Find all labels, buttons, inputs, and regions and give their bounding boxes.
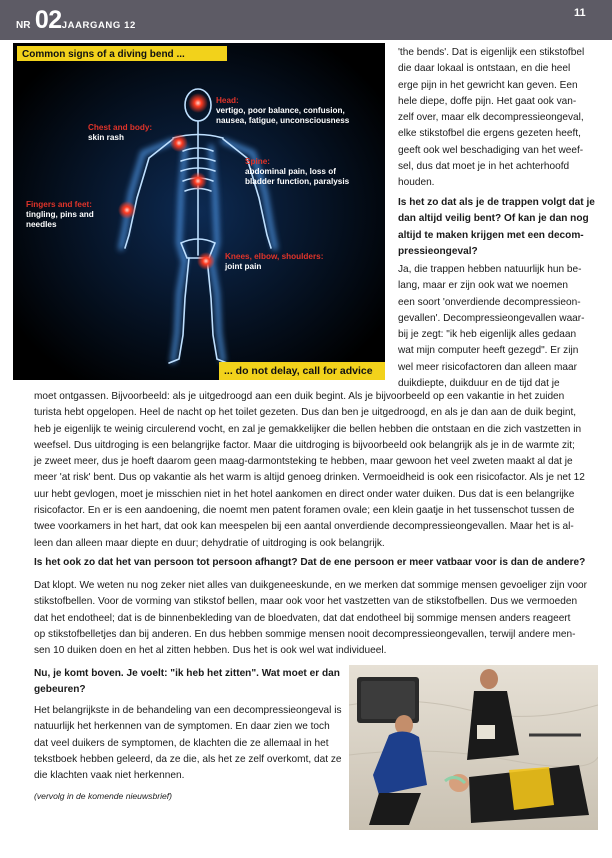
label-fingers-title: Fingers and feet:: [26, 200, 92, 209]
divers-rescue-photo: [349, 665, 598, 830]
text-line: gevallen'. Decompressieongevallen waar-: [398, 312, 585, 324]
text-line: sen 10 duiken doen en het al zitten hebben. Dus het is ook wel wat individueel.: [34, 645, 387, 657]
label-chest-title: Chest and body:: [88, 123, 153, 132]
diver-right-head: [480, 669, 498, 689]
text-line: 'the bends'. Dat is eigenlijk een stikstofbel: [398, 47, 585, 58]
issue-nr-label: NR: [16, 20, 31, 31]
paragraph-treatment: [34, 703, 342, 784]
text-line: je zweet meer, dus je hoeft daarom geen maag-darmontsteking te hebben, maar gewoon het veel zweten maakt al dat je: [34, 456, 573, 468]
text-line: meer 'at risk' bent. Dus op vakantie als het warm is altijd genoeg drinken. Vermoeidheid is ook een risicofactor. Als je net 12: [34, 472, 585, 484]
text-line: houden.: [398, 177, 435, 189]
banner-top-text: Common signs of a diving bend ...: [22, 49, 185, 60]
text-line: lang, maar er zijn ook wat we noemen: [398, 280, 568, 292]
text-line: leen dan alleen maar diepte en duur; dehydratie of uitdroging is ook belangrijk.: [34, 537, 385, 549]
text-line: Nu, je komt boven. Je voelt: "ik heb het zitten". Wat moet er dan: [34, 668, 340, 679]
text-line: elke stikstofbel die ergens gezeten heeft,: [398, 128, 581, 140]
label-knees-title: Knees, elbow, shoulders:: [225, 252, 324, 261]
paragraph-endothelium: [34, 578, 594, 659]
question-stairs: [398, 195, 595, 260]
text-line: stikstofbellen. Voor de vorming van stikstof bellen, maar ook voor het vastzetten van de stikstofbellen. Dus we vermoeden: [34, 596, 578, 608]
question-surface: [34, 666, 340, 699]
text-line: zelf over, maar elk decompressieongeval,: [398, 112, 584, 124]
text-line: dat het endotheel; dat is de binnenbekleding van de bloedvaten, dat dat endotheel bij sommige mensen anders reageert: [34, 612, 571, 624]
text-line: Is het zo dat als je de trappen volgt dat je: [398, 197, 595, 208]
banner-bottom-text: ... do not delay, call for advice: [224, 365, 373, 377]
paragraph-bends: [398, 45, 584, 192]
text-line: dat veel duikers de symptomen, de klachten die ze allemaal in het: [34, 737, 329, 749]
text-line: pressieongeval?: [398, 245, 478, 257]
text-line: op stikstofbelletjes dan bij anderen. En dus hebben sommige mensen nooit decompressieongevallen, terwijl andere men-: [34, 628, 576, 640]
text-line: weefsel. Dus uitdroging is een belangrijke factor. Maar die uitdroging is bijvoorbeeld ook belangrijk als je in de warmte zit;: [34, 439, 575, 451]
page-header: [0, 0, 612, 40]
text-line: uur hebt gevlogen, moet je misschien niet in het hotel aankomen en direct onder water duiken. Dus dat is een belangrijke: [34, 488, 575, 500]
label-fingers-line: needles: [26, 220, 57, 229]
continued-note: (vervolg in de komende nieuwsbrief): [34, 791, 173, 801]
label-spine-line: bladder function, paralysis: [245, 177, 350, 186]
label-head-line: vertigo, poor balance, confusion,: [216, 106, 345, 115]
label-fingers-line: tingling, pins and: [26, 210, 94, 219]
volume-label: JAARGANG 12: [61, 20, 136, 31]
label-chest-line: skin rash: [88, 133, 124, 142]
label-spine-line: abdominal pain, loss of: [245, 167, 336, 176]
issue-number: 02: [34, 6, 62, 34]
text-line: geeft ook wel beschadiging van het weef-: [398, 144, 584, 156]
question-individual: [34, 555, 585, 571]
text-line: sel, dus dat moet je in het achterhoofd: [398, 161, 570, 173]
text-line: wel meer risicofactoren dan alleen maar: [398, 361, 577, 373]
text-line: moet ontgassen. Bijvoorbeeld: als je uitgedroogd aan een duik begint. Als je bijvoorbeeld op een vakantie in het zuiden: [34, 391, 565, 402]
text-line: gebeuren?: [34, 684, 86, 696]
paragraph-risk: [398, 262, 585, 392]
issue-label: [16, 6, 136, 35]
text-line: Het belangrijkste in de behandeling van een decompressieongeval is: [34, 705, 342, 716]
text-line: die daar lokaal is ontstaan, en die heel: [398, 63, 571, 75]
text-line: Is het ook zo dat het van persoon tot persoon afhangt? Dat de ene persoon er meer vatbaar voor is dan de andere?: [34, 557, 586, 568]
text-line: tekstboek hebben geleerd, da ze die, als het ze zelf overkomt, dat ze: [34, 753, 342, 765]
text-line: heb je eigenlijk te weinig circulerend vocht, en zal je gemakkelijker die bellen hebben die ontstaan en die zich vastzetten in: [34, 423, 582, 435]
label-head-line: nausea, fatigue, unconsciousness: [216, 116, 350, 125]
text-line: een soort 'onverdiende decompressieon-: [398, 296, 581, 308]
text-line: dan altijd veilig bent? Of kan je dan nog: [398, 213, 589, 225]
page-number: 11: [574, 7, 586, 19]
label-spine-title: Spine:: [245, 157, 271, 166]
text-line: twee voorkamers in het hart, dat ook kan meespelen bij een aantal onverdiende decompressieongevallen. Maar het is al-: [34, 521, 574, 533]
text-line: die klachten vaak niet herkennen.: [34, 770, 185, 782]
diving-bend-infographic: [13, 43, 385, 380]
text-line: duikdiepte, duikduur en de tijd dat je: [398, 378, 560, 390]
text-line: natuurlijk het herkennen van de symptomen. En daar zien we toch: [34, 721, 330, 733]
text-line: wat mijn computer heeft gezegd". Er zijn: [398, 345, 579, 357]
label-knees-line: joint pain: [225, 262, 262, 271]
text-line: bij je zegt: "ik heb eigenlijk alles gedaan: [398, 329, 577, 341]
label-head-title: Head:: [216, 96, 239, 105]
text-line: Dat klopt. We weten nu nog zeker niet alles van duikgeneeskunde, en we merken dat sommige mensen gevoeliger zijn voor: [34, 580, 588, 591]
text-line: Ja, die trappen hebben natuurlijk hun be-: [398, 264, 582, 275]
text-line: risicofactor. En er is een aandoening, die noemt men patent foramen ovale; een klein gaatje in het tussenschot tussen de: [34, 505, 575, 517]
text-line: hele diepe, doffe pijn. Het gaat ook van-: [398, 95, 577, 107]
text-line: altijd te maken krijgen met een decom-: [398, 229, 584, 241]
text-line: turista hebt opgelopen. Heel de nacht op het toilet gezeten. Dus dan ben je uitgedroogd, en als je dan aan de duik begint,: [34, 407, 577, 419]
paragraph-dehydration: [34, 389, 594, 552]
text-line: erge pijn in het gewricht kan geven. Een: [398, 79, 578, 91]
